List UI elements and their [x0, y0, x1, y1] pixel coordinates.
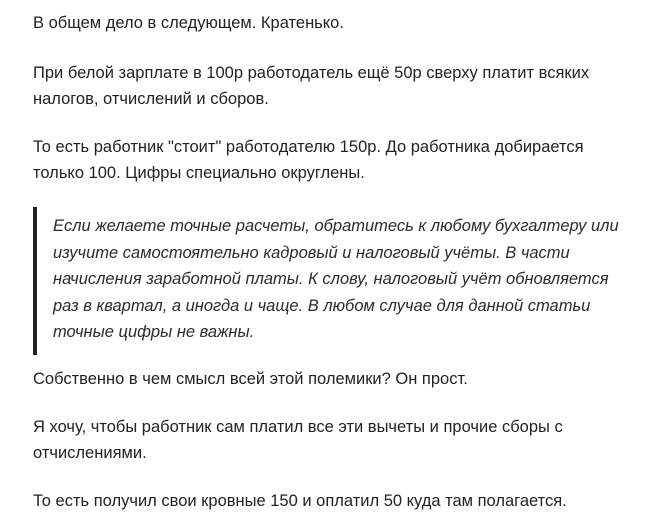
blockquote-text	[53, 213, 633, 346]
text-line: начисления заработной платы. К слову, налоговый учёт обновляется	[53, 270, 609, 288]
text-line: раз в квартал, а иногда и чаще. В любом случае для данной статьи	[53, 296, 591, 315]
text-line: При белой зарплате в 100р работодатель ещё 50р сверху платит всяких	[33, 64, 590, 82]
paragraph-cost	[33, 134, 633, 186]
text-line: точные цифры не важны.	[53, 323, 255, 341]
paragraph-wish	[33, 414, 633, 466]
blockquote-bar	[33, 207, 37, 355]
text-line: отчислениями.	[33, 444, 147, 462]
paragraph-intro	[33, 10, 633, 36]
paragraph-salary	[33, 60, 633, 112]
text-line: То есть работник "стоит" работодателю 150р. До работника добирается	[33, 138, 584, 156]
text-line: Если желаете точные расчеты, обратитесь к любому бухгалтеру или	[53, 217, 619, 235]
text-line: Я хочу, чтобы работник сам платил все эти вычеты и прочие сборы с	[33, 418, 563, 436]
text-line: Собственно в чем смысл всей этой полемики? Он прост.	[33, 370, 468, 388]
blockquote	[33, 207, 633, 355]
text-line: То есть получил свои кровные 150 и оплатил 50 куда там полагается.	[33, 492, 567, 510]
text-line: налогов, отчислений и сборов.	[33, 90, 269, 108]
paragraph-point	[33, 366, 633, 392]
text-line: изучите самостоятельно кадровый и налоговый учёты. В части	[53, 243, 570, 262]
paragraph-conclusion	[33, 488, 633, 514]
text-line: только 100. Цифры специально округлены.	[33, 164, 365, 182]
text-line: В общем дело в следующем. Кратенько.	[33, 14, 344, 32]
